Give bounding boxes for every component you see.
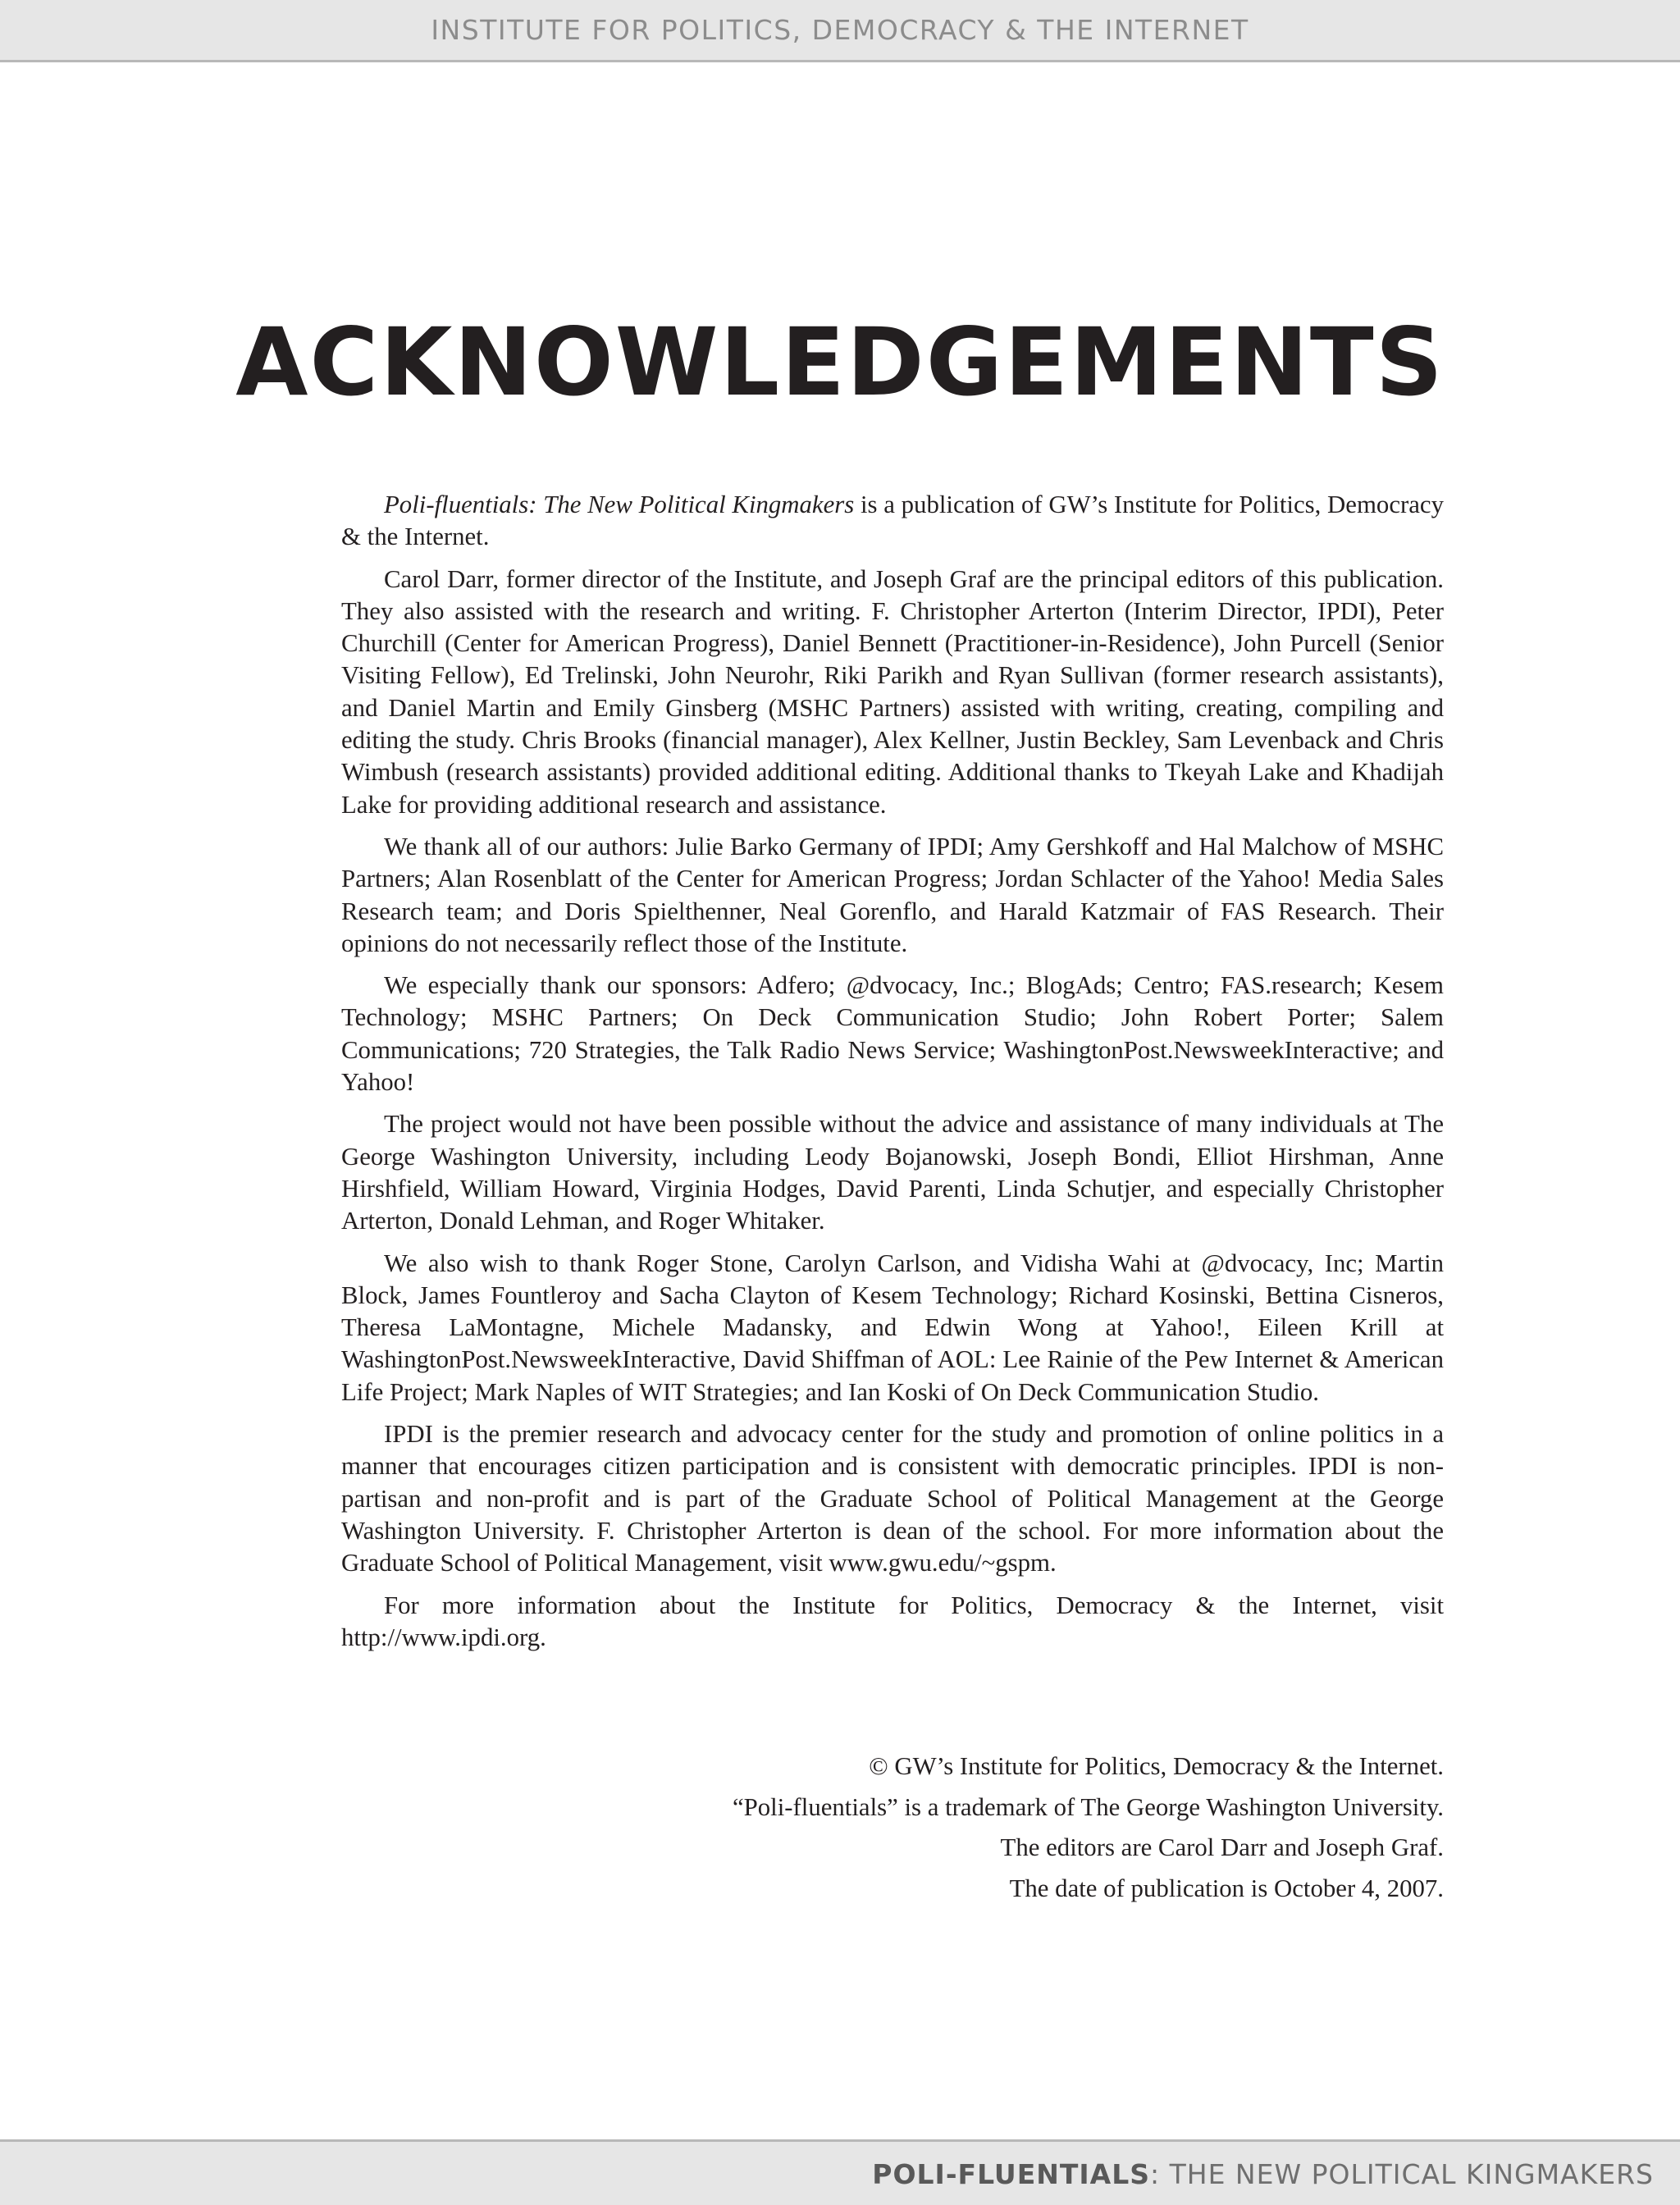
paragraph-additional-thanks: We also wish to thank Roger Stone, Carolyn Carlson, and Vidisha Wahi at @dvocacy, Inc; Martin Block, James Fountleroy and Sacha Clayton of Kesem Technology; Richard Kosinski, Bettina Cisneros, Theresa LaMontagne, Michele Madansky, and Edwin Wong at Yahoo!, Eileen Krill at WashingtonPost.NewsweekInteractive, David Shiffman of AOL: Lee Rainie of the Pew Internet & American Life Project; Mark Naples of WIT Strategies; and Ian Koski of On Deck Communication Studio. (341, 1249, 1444, 1406)
editors-line: The editors are Carol Darr and Joseph Graf. (1000, 1833, 1444, 1861)
running-head: INSTITUTE FOR POLITICS, DEMOCRACY & THE INTERNET (431, 14, 1249, 46)
paragraph-sponsors: We especially thank our sponsors: Adfero; @dvocacy, Inc.; BlogAds; Centro; FAS.research; Kesem Technology; MSHC Partners; On Deck Communication Studio; John Robert Porter; Salem Communications; 720 Strategies, the Talk Radio News Service; WashingtonPost.NewsweekInteractive; and Yahoo! (341, 971, 1444, 1097)
page-title: ACKNOWLEDGEMENTS (235, 308, 1445, 417)
paragraph-editors: Carol Darr, former director of the Institute, and Joseph Graf are the principal editors of this publication. They also assisted with the research and writing. F. Christopher Arterton (Interim Director, IPDI), Peter Churchill (Center for American Progress), Daniel Bennett (Practitioner-in-Residence), John Purcell (Senior Visiting Fellow), Ed Trelinski, John Neurohr, Riki Parikh and Ryan Sullivan (former research assistants), and Daniel Martin and Emily Ginsberg (MSHC Partners) assisted with writing, creating, compiling and editing the study. Chris Brooks (financial manager), Alex Kellner, Justin Beckley, Sam Levenback and Chris Wimbush (research assistants) provided additional editing. Additional thanks to Tkeyah Lake and Khadijah Lake for providing additional research and assistance. (341, 564, 1444, 819)
paragraph-more-info: For more information about the Institute for Politics, Democracy & the Internet, visit http://www.ipdi.org. (341, 1591, 1444, 1651)
running-footer (872, 2158, 1654, 2190)
paragraph-authors: We thank all of our authors: Julie Barko Germany of IPDI; Amy Gershkoff and Hal Malchow of MSHC Partners; Alan Rosenblatt of the Center for American Progress; Jordan Schlacter of the Yahoo! Media Sales Research team; and Doris Spielthenner, Neal Gorenflo, and Harald Katzmair of FAS Research. Their opinions do not necessarily reflect those of the Institute. (341, 832, 1444, 957)
publication-date-line: The date of publication is October 4, 2007. (1009, 1874, 1444, 1902)
paragraph-publication-rest: is a publication of GW’s Institute for Politics, Democracy & the Internet. (341, 491, 1444, 551)
publication-title: Poli-fluentials: The New Political Kingmakers (384, 491, 855, 518)
paragraph-gwu-thanks: The project would not have been possible without the advice and assistance of many individuals at The George Washington University, including Leody Bojanowski, Joseph Bondi, Elliot Hirshman, Anne Hirshfield, William Howard, Virginia Hodges, David Parenti, Linda Schutjer, and especially Christopher Arterton, Donald Lehman, and Roger Whitaker. (341, 1110, 1444, 1235)
colophon (341, 1746, 1444, 1909)
footer-title-rest: : THE NEW POLITICAL KINGMAKERS (1150, 2158, 1654, 2190)
paragraph-publication (341, 489, 1444, 554)
copyright-line: © GW’s Institute for Politics, Democracy & the Internet. (869, 1752, 1444, 1780)
acknowledgements-body (341, 489, 1444, 1664)
trademark-line: “Poli-fluentials” is a trademark of The George Washington University. (732, 1792, 1444, 1821)
footer-title-bold: POLI-FLUENTIALS (872, 2158, 1150, 2190)
paragraph-about-ipdi: IPDI is the premier research and advocacy center for the study and promotion of online politics in a manner that encourages citizen participation and is consistent with democratic principles. IPDI is non-partisan and non-profit and is part of the Graduate School of Political Management at the George Washington University. F. Christopher Arterton is dean of the school. For more information about the Graduate School of Political Management, visit www.gwu.edu/~gspm. (341, 1420, 1444, 1577)
